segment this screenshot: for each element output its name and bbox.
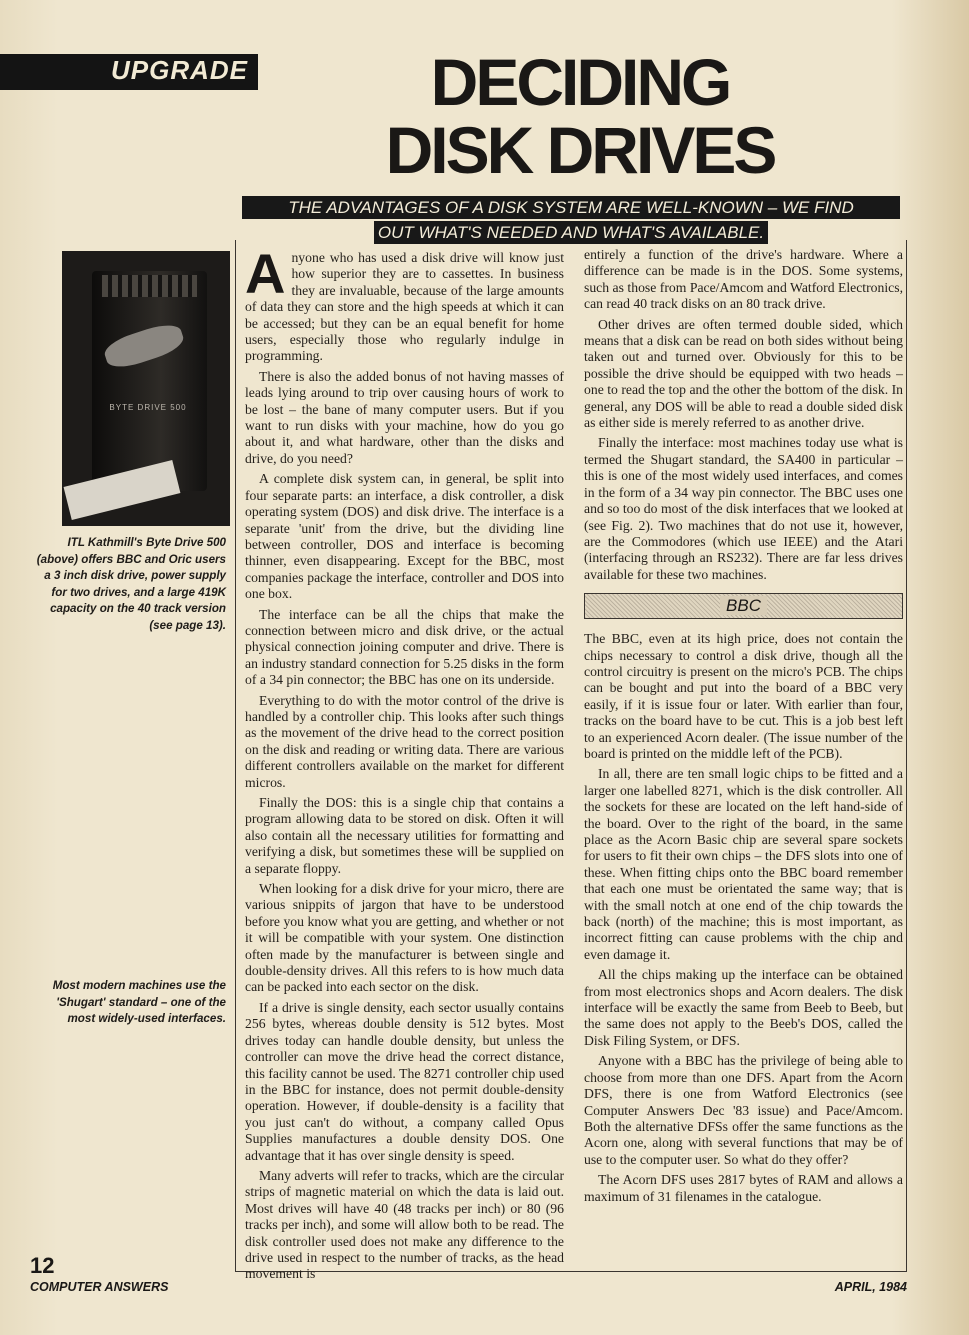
headline-line-2: DISK DRIVES [385,113,775,187]
article-column-right [584,247,903,1209]
paragraph: Anyone with a BBC has the privilege of being able to choose from more than one DFS. Apart from the Acorn DFS, there is one from Watford Electronics (see Computer Answers Dec '83 issue) and Pace/Amcom. Both the alternative DFSs offer the same functions as the Acorn one, along with several functions that may be of use to the computer user. So what do they offer? [584,1053,903,1167]
paragraph: If a drive is single density, each sector usually contains 256 bytes, whereas double density is 512 bytes. Most drives today can handle double density, but unless the controller can move the drive head the correct distance, this facility cannot be used. The 8271 controller chip used in the BBC for instance, does not permit double-density operation. However, if double-density is a facility that you just can't do without, a company called Opus Supplies manufactures a double density DOS. One advantage that it has over single density is speed. [245,999,564,1163]
standfirst [242,196,900,246]
paragraph: Many adverts will refer to tracks, which are the circular strips of magnetic material on which the data is laid out. Most drives will have 40 (48 tracks per inch) or 80 (96 tracks per inch), and some will allow both to be read. The disk controller used does not make any difference to the drive used in respect to the number of tracks, as the head movement is [245,1167,564,1282]
standfirst-line-2: OUT WHAT'S NEEDED AND WHAT'S AVAILABLE. [374,221,768,244]
paragraph: There is also the added bonus of not having masses of leads lying around to trip over causing hours of work to be lost – the bane of many computer users. But if you want to run disks with your machine, how do you go about it, and what hardware, other than the disks and drive, do you need? [245,368,564,466]
paragraph: Finally the DOS: this is a single chip that contains a program allowing data to be stored on disk. Often it will also contain all the necessary utilities for formatting and verifying a disk, but sometimes these will be supplied on a separate floppy. [245,795,564,876]
paragraph: entirely a function of the drive's hardware. Where a difference can be made is in the DOS. Some systems, such as those from Pace/Amcom and Watford Electronics, can read 40 track disks on an 80 track drive. [584,247,903,312]
paragraph: Other drives are often termed double sided, which means that a disk can be read on both sides without being taken out and turned over. Obviously for this to be possible the drive should be equipped with two heads – one to read the top and the other the bottom of the disk. In general, any DOS will be able to read a double sided disk as either side is merely referred to as another drive. [584,316,903,431]
paragraph: The BBC, even at its high price, does not contain the chips necessary to control a disk drive, though all the control circuitry is present on the micro's PCB. The chips can be bought and put into the board of a BBC very easily, if it is issue four or later. With earlier than four, tracks on the board have to be cut. This is a job best left to an experienced Acorn dealer. (The issue number of the board is printed on the middle left of the PCB). [584,631,903,761]
paragraph-text: nyone who has used a disk drive will know just how superior they are to cassettes. In business they are invaluable, because of the large amounts of data they can store and the high speeds at which it can be accessed; but they can be an equal benefit for home users, especially those who regularly indulge in programming. [245,250,564,364]
page-number: 12 [30,1253,55,1278]
paragraph: When looking for a disk drive for your micro, there are various snippits of jargon that have to be understood before you know what you are getting, and whether or not it will be compatible with your system. One distinction often made by the manufacturer is between single and double-density drives. All this refers to is how much data can be packed into each sector on the disk. [245,881,564,995]
headline [300,45,860,187]
drive-vents [102,275,197,297]
drive-unit-image [92,271,207,491]
paragraph: Finally the interface: most machines today use what is termed the Shugart standard, the SA400 in particular – this is one of the most widely used interfaces, and comes in the form of a 34 way pin connector. The BBC uses one and so too do most of the disk interfaces that we looked at (see Fig. 2). Two machines that do not use it, however, are the Commodores (which use IEEE) and the Atari (interfacing through an RS232). There are far less drives available for these two machines. [584,435,903,582]
paragraph: The interface can be all the chips that make the connection between micro and disk drive, or the actual physical connection joining computer and drive. There is an industry standard connection for 5.25 disks in the form of a 34 pin connector; the BBC has one on its underside. [245,606,564,688]
paragraph [245,242,564,365]
photo-caption: ITL Kathmill's Byte Drive 500 (above) offers BBC and Oric users a 3 inch disk drive, power supply for two drives, and a large 419K capacity on the 40 track version (see page 13). [36,536,226,632]
bbc-subhead [584,593,903,619]
magazine-name: COMPUTER ANSWERS [30,1280,169,1294]
paragraph: Everything to do with the motor control of the drive is handled by a controller chip. This looks after such things as the movement of the drive head to the correct position on the disk and reading or writing data. There are various different controllers available on the market for different micros. [245,692,564,790]
disk-drive-photo [62,251,230,526]
section-label: UPGRADE [110,55,248,85]
article-column-left [245,242,564,1287]
paragraph: All the chips making up the interface can be obtained from most electronics shops and Acorn dealers. The disk interface will be exactly the same from Beeb to Beeb, but the same does not apply to the Beeb's DOS, called the Disk Filing System, or DFS. [584,967,903,1048]
paragraph: The Acorn DFS uses 2817 bytes of RAM and allows a maximum of 31 filenames in the catalogue. [584,1172,903,1204]
section-tab [0,54,258,90]
issue-date: APRIL, 1984 [834,1280,907,1294]
standfirst-line-1: THE ADVANTAGES OF A DISK SYSTEM ARE WELL-KNOWN – WE FIND [242,196,900,219]
subhead-label: BBC [720,596,767,615]
headline-line-1: DECIDING [430,45,730,119]
drive-label: BYTE DRIVE 500 [109,403,187,412]
paragraph: In all, there are ten small logic chips to be fitted and a larger one labelled 8271, which is the disk controller. All the sockets for these are located on the left hand-side of the board. Over to the right of the board, in the same place as the Acorn Basic chip are several spare sockets for users to fit their own chips – the DFS slots into one of these. When fitting chips onto the BBC board remember that each one must be orientated the same way; that is with the small notch at one end of the chip towards the back (north) of the machine; this is most important, as incorrect fitting can cause problems with the chip and even damage it. [584,766,903,962]
shugart-caption: Most modern machines use the 'Shugart' standard – one of the most widely-used interfaces. [52,979,226,1025]
paragraph: A complete disk system can, in general, be split into four separate parts: an interface, a disk controller, a disk operating system (DOS) and disk drive. The interface is a separate 'unit' from the drive, but the dividing line between controller, DOS and interface is becoming thinner, even disappearing. Except for the BBC, most companies package the interface, controller and DOS into one box. [245,471,564,602]
drop-cap: A [245,242,286,305]
